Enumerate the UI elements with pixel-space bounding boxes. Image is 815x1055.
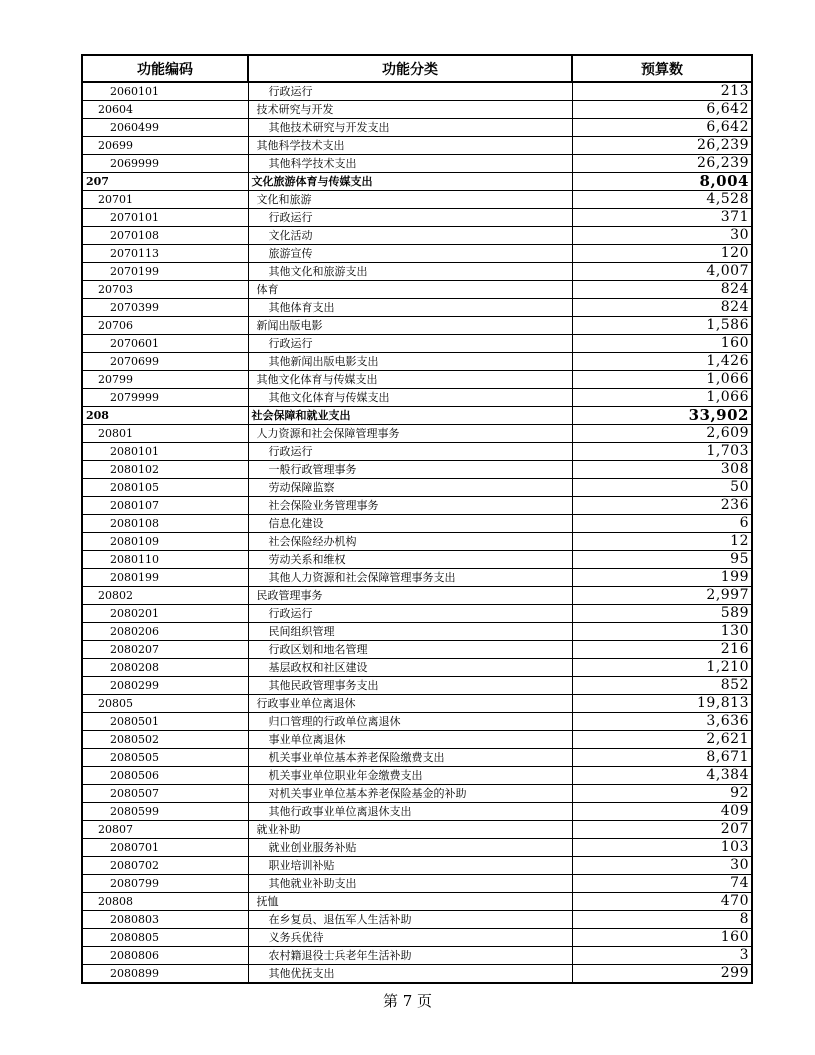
function-category-cell: 人力资源和社会保障管理事务	[248, 425, 572, 443]
budget-amount-cell: 1,426	[572, 353, 752, 371]
function-category-cell: 在乡复员、退伍军人生活补助	[248, 911, 572, 929]
function-code-cell: 2080102	[82, 461, 248, 479]
table-row	[82, 191, 752, 209]
table-row	[82, 371, 752, 389]
function-code-cell: 2069999	[82, 155, 248, 173]
function-code-cell: 2080506	[82, 767, 248, 785]
function-category-cell: 机关事业单位职业年金缴费支出	[248, 767, 572, 785]
budget-amount-cell: 409	[572, 803, 752, 821]
function-category-cell: 其他文化体育与传媒支出	[248, 371, 572, 389]
function-code-cell: 2080805	[82, 929, 248, 947]
function-code-cell: 2070113	[82, 245, 248, 263]
budget-amount-cell: 213	[572, 82, 752, 101]
function-code-cell: 2070399	[82, 299, 248, 317]
budget-amount-cell: 1,066	[572, 371, 752, 389]
budget-amount-cell: 824	[572, 281, 752, 299]
function-code-cell: 20801	[82, 425, 248, 443]
table-row	[82, 803, 752, 821]
budget-amount-cell: 6	[572, 515, 752, 533]
function-category-cell: 其他技术研究与开发支出	[248, 119, 572, 137]
function-code-cell: 2080101	[82, 443, 248, 461]
function-code-cell: 2079999	[82, 389, 248, 407]
budget-amount-cell: 120	[572, 245, 752, 263]
function-code-cell: 20703	[82, 281, 248, 299]
function-code-cell: 2080207	[82, 641, 248, 659]
function-category-cell: 社会保障和就业支出	[248, 407, 572, 425]
table-row	[82, 569, 752, 587]
budget-amount-cell: 103	[572, 839, 752, 857]
budget-amount-cell: 33,902	[572, 407, 752, 425]
budget-amount-cell: 4,384	[572, 767, 752, 785]
budget-amount-cell: 1,210	[572, 659, 752, 677]
function-code-cell: 20701	[82, 191, 248, 209]
budget-amount-cell: 852	[572, 677, 752, 695]
function-code-cell: 2080701	[82, 839, 248, 857]
function-code-cell: 2070108	[82, 227, 248, 245]
function-category-cell: 其他文化体育与传媒支出	[248, 389, 572, 407]
function-code-cell: 2080501	[82, 713, 248, 731]
table-row	[82, 389, 752, 407]
function-category-cell: 就业补助	[248, 821, 572, 839]
function-code-cell: 2080199	[82, 569, 248, 587]
table-row	[82, 227, 752, 245]
function-code-cell: 2070699	[82, 353, 248, 371]
table-row	[82, 443, 752, 461]
function-category-cell: 民政管理事务	[248, 587, 572, 605]
table-row	[82, 263, 752, 281]
table-row	[82, 857, 752, 875]
budget-amount-cell: 3,636	[572, 713, 752, 731]
table-row	[82, 893, 752, 911]
budget-amount-cell: 26,239	[572, 137, 752, 155]
table-row	[82, 407, 752, 425]
budget-amount-cell: 92	[572, 785, 752, 803]
budget-amount-cell: 74	[572, 875, 752, 893]
function-category-cell: 行政运行	[248, 82, 572, 101]
function-code-cell: 2070101	[82, 209, 248, 227]
function-category-cell: 体育	[248, 281, 572, 299]
budget-amount-cell: 371	[572, 209, 752, 227]
function-category-cell: 事业单位离退休	[248, 731, 572, 749]
function-category-cell: 劳动保障监察	[248, 479, 572, 497]
function-category-cell: 其他科学技术支出	[248, 155, 572, 173]
table-row	[82, 839, 752, 857]
function-category-cell: 其他行政事业单位离退休支出	[248, 803, 572, 821]
function-category-cell: 旅游宣传	[248, 245, 572, 263]
function-category-cell: 义务兵优待	[248, 929, 572, 947]
table-row	[82, 497, 752, 515]
function-code-cell: 2080206	[82, 623, 248, 641]
function-code-cell: 2080110	[82, 551, 248, 569]
function-code-cell: 207	[82, 173, 248, 191]
table-row	[82, 82, 752, 101]
budget-amount-cell: 2,609	[572, 425, 752, 443]
function-category-cell: 一般行政管理事务	[248, 461, 572, 479]
table-row	[82, 911, 752, 929]
function-code-cell: 2060499	[82, 119, 248, 137]
header-function-category: 功能分类	[248, 55, 572, 82]
function-category-cell: 对机关事业单位基本养老保险基金的补助	[248, 785, 572, 803]
table-row	[82, 659, 752, 677]
budget-amount-cell: 824	[572, 299, 752, 317]
budget-amount-cell: 2,621	[572, 731, 752, 749]
function-code-cell: 2080208	[82, 659, 248, 677]
function-category-cell: 抚恤	[248, 893, 572, 911]
table-row	[82, 479, 752, 497]
function-code-cell: 2080799	[82, 875, 248, 893]
function-category-cell: 其他就业补助支出	[248, 875, 572, 893]
table-row	[82, 101, 752, 119]
function-category-cell: 新闻出版电影	[248, 317, 572, 335]
function-category-cell: 文化和旅游	[248, 191, 572, 209]
budget-amount-cell: 6,642	[572, 101, 752, 119]
function-category-cell: 行政事业单位离退休	[248, 695, 572, 713]
table-row	[82, 695, 752, 713]
function-category-cell: 行政运行	[248, 443, 572, 461]
function-code-cell: 20706	[82, 317, 248, 335]
table-row	[82, 515, 752, 533]
budget-amount-cell: 130	[572, 623, 752, 641]
budget-amount-cell: 299	[572, 965, 752, 984]
budget-amount-cell: 19,813	[572, 695, 752, 713]
table-row	[82, 821, 752, 839]
budget-amount-cell: 8	[572, 911, 752, 929]
function-code-cell: 20604	[82, 101, 248, 119]
function-code-cell: 20808	[82, 893, 248, 911]
function-code-cell: 2080599	[82, 803, 248, 821]
function-category-cell: 机关事业单位基本养老保险缴费支出	[248, 749, 572, 767]
table-row	[82, 425, 752, 443]
function-category-cell: 行政运行	[248, 209, 572, 227]
function-code-cell: 20802	[82, 587, 248, 605]
function-category-cell: 劳动关系和维权	[248, 551, 572, 569]
table-row	[82, 605, 752, 623]
function-code-cell: 2070601	[82, 335, 248, 353]
function-code-cell: 2080201	[82, 605, 248, 623]
function-code-cell: 2080502	[82, 731, 248, 749]
table-row	[82, 785, 752, 803]
function-code-cell: 2070199	[82, 263, 248, 281]
budget-amount-cell: 160	[572, 929, 752, 947]
function-code-cell: 2080899	[82, 965, 248, 984]
function-category-cell: 民间组织管理	[248, 623, 572, 641]
page-number: 第 7 页	[382, 992, 433, 1010]
table-row	[82, 155, 752, 173]
function-code-cell: 2080299	[82, 677, 248, 695]
budget-amount-cell: 199	[572, 569, 752, 587]
budget-amount-cell: 12	[572, 533, 752, 551]
function-code-cell: 20807	[82, 821, 248, 839]
function-code-cell: 20805	[82, 695, 248, 713]
budget-amount-cell: 1,703	[572, 443, 752, 461]
budget-amount-cell: 3	[572, 947, 752, 965]
budget-amount-cell: 2,997	[572, 587, 752, 605]
table-row	[82, 731, 752, 749]
budget-amount-cell: 236	[572, 497, 752, 515]
function-category-cell: 其他人力资源和社会保障管理事务支出	[248, 569, 572, 587]
table-row	[82, 461, 752, 479]
table-row	[82, 947, 752, 965]
budget-amount-cell: 308	[572, 461, 752, 479]
function-code-cell: 2080806	[82, 947, 248, 965]
budget-table-container	[81, 54, 751, 984]
table-row	[82, 173, 752, 191]
budget-amount-cell: 6,642	[572, 119, 752, 137]
table-row	[82, 929, 752, 947]
function-category-cell: 文化活动	[248, 227, 572, 245]
budget-amount-cell: 4,528	[572, 191, 752, 209]
header-function-code: 功能编码	[82, 55, 248, 82]
table-row	[82, 965, 752, 984]
function-category-cell: 其他优抚支出	[248, 965, 572, 984]
budget-amount-cell: 30	[572, 227, 752, 245]
budget-amount-cell: 8,671	[572, 749, 752, 767]
table-row	[82, 623, 752, 641]
function-category-cell: 行政运行	[248, 605, 572, 623]
function-code-cell: 2080505	[82, 749, 248, 767]
table-row	[82, 875, 752, 893]
function-code-cell: 2080109	[82, 533, 248, 551]
function-category-cell: 行政运行	[248, 335, 572, 353]
function-category-cell: 文化旅游体育与传媒支出	[248, 173, 572, 191]
table-row	[82, 281, 752, 299]
budget-amount-cell: 4,007	[572, 263, 752, 281]
table-header-row	[82, 55, 752, 82]
table-row	[82, 677, 752, 695]
function-code-cell: 2080108	[82, 515, 248, 533]
table-row	[82, 353, 752, 371]
table-row	[82, 749, 752, 767]
function-category-cell: 社会保险经办机构	[248, 533, 572, 551]
budget-amount-cell: 589	[572, 605, 752, 623]
function-category-cell: 就业创业服务补贴	[248, 839, 572, 857]
table-row	[82, 317, 752, 335]
budget-table	[81, 54, 753, 984]
function-category-cell: 其他新闻出版电影支出	[248, 353, 572, 371]
budget-amount-cell: 26,239	[572, 155, 752, 173]
table-row	[82, 119, 752, 137]
function-code-cell: 2080702	[82, 857, 248, 875]
function-category-cell: 基层政权和社区建设	[248, 659, 572, 677]
header-budget-amount: 预算数	[572, 55, 752, 82]
function-code-cell: 2080105	[82, 479, 248, 497]
function-category-cell: 其他科学技术支出	[248, 137, 572, 155]
function-category-cell: 其他民政管理事务支出	[248, 677, 572, 695]
budget-amount-cell: 30	[572, 857, 752, 875]
table-row	[82, 299, 752, 317]
function-category-cell: 归口管理的行政单位离退休	[248, 713, 572, 731]
function-category-cell: 技术研究与开发	[248, 101, 572, 119]
budget-amount-cell: 1,586	[572, 317, 752, 335]
table-row	[82, 587, 752, 605]
table-row	[82, 335, 752, 353]
budget-amount-cell: 216	[572, 641, 752, 659]
function-category-cell: 信息化建设	[248, 515, 572, 533]
function-code-cell: 208	[82, 407, 248, 425]
table-row	[82, 245, 752, 263]
budget-amount-cell: 470	[572, 893, 752, 911]
budget-amount-cell: 207	[572, 821, 752, 839]
function-code-cell: 2080803	[82, 911, 248, 929]
function-category-cell: 农村籍退役士兵老年生活补助	[248, 947, 572, 965]
table-row	[82, 209, 752, 227]
budget-amount-cell: 160	[572, 335, 752, 353]
budget-amount-cell: 95	[572, 551, 752, 569]
table-row	[82, 641, 752, 659]
budget-amount-cell: 1,066	[572, 389, 752, 407]
function-category-cell: 社会保险业务管理事务	[248, 497, 572, 515]
function-category-cell: 其他文化和旅游支出	[248, 263, 572, 281]
budget-amount-cell: 8,004	[572, 173, 752, 191]
table-row	[82, 551, 752, 569]
function-code-cell: 2060101	[82, 82, 248, 101]
function-code-cell: 2080507	[82, 785, 248, 803]
function-code-cell: 2080107	[82, 497, 248, 515]
table-row	[82, 533, 752, 551]
table-row	[82, 767, 752, 785]
table-row	[82, 137, 752, 155]
function-category-cell: 其他体育支出	[248, 299, 572, 317]
function-category-cell: 行政区划和地名管理	[248, 641, 572, 659]
function-code-cell: 20699	[82, 137, 248, 155]
budget-amount-cell: 50	[572, 479, 752, 497]
table-row	[82, 713, 752, 731]
function-code-cell: 20799	[82, 371, 248, 389]
function-category-cell: 职业培训补贴	[248, 857, 572, 875]
